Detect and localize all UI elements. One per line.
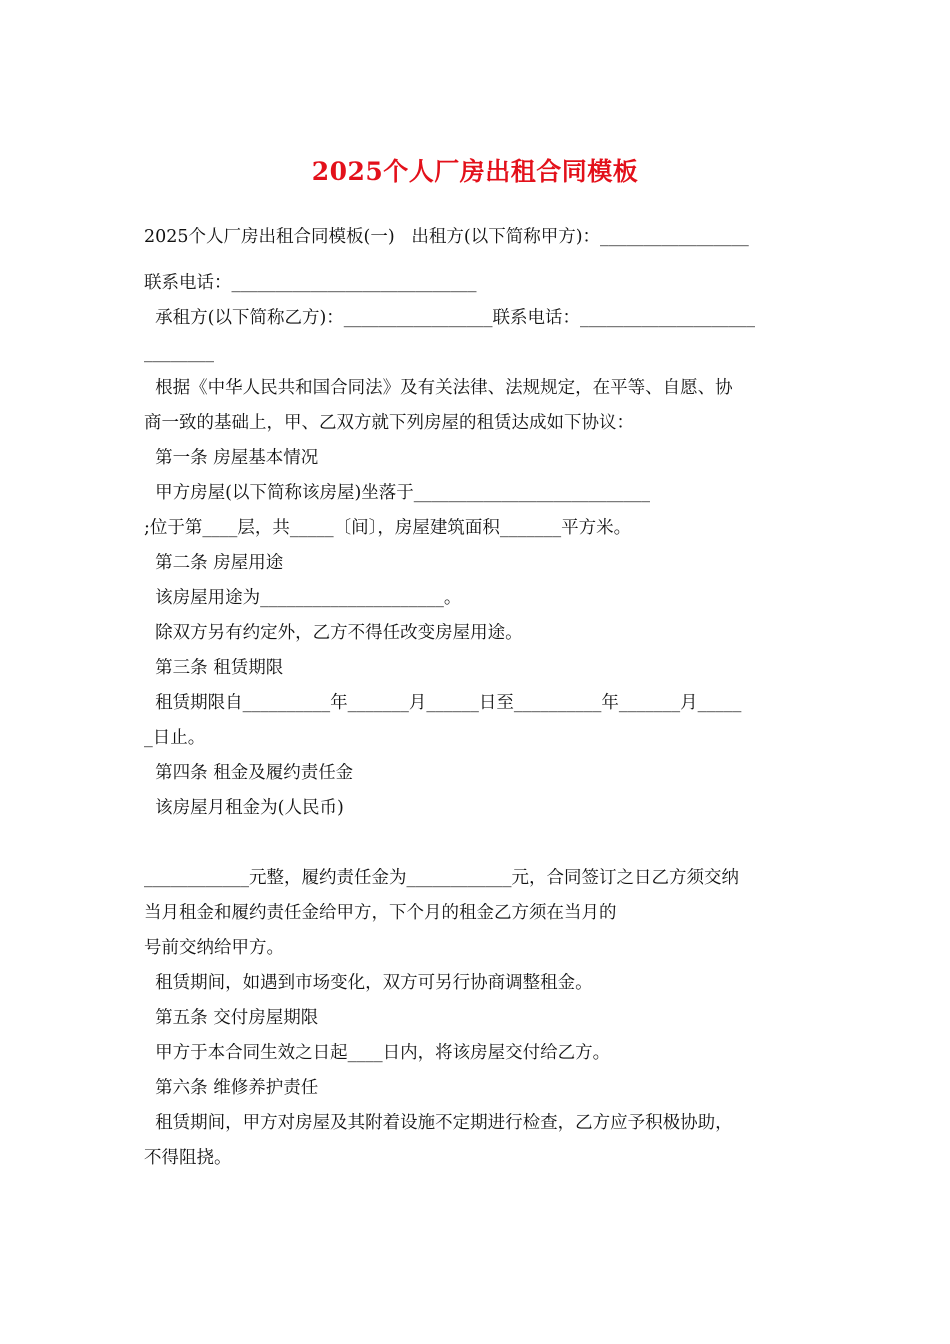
text-line: 甲方于本合同生效之日起____日内，将该房屋交付给乙方。 — [144, 1043, 611, 1063]
text-line: 商一致的基础上，甲、乙双方就下列房屋的租赁达成如下协议： — [144, 413, 634, 433]
text-line: 租赁期间，如遇到市场变化，双方可另行协商调整租金。 — [144, 973, 593, 993]
text-line: 根据《中华人民共和国合同法》及有关法律、法规规定，在平等、自愿、协 — [144, 378, 733, 398]
text-line: 甲方房屋(以下简称该房屋)坐落于___________________________ — [144, 483, 651, 503]
text-line: ________ — [144, 343, 214, 363]
text-line: ____________元整，履约责任金为____________元，合同签订之日乙方须交纳 — [144, 868, 739, 888]
text-line: 不得阻挠。 — [144, 1148, 232, 1168]
text-line: 第五条 交付房屋期限 — [144, 1008, 319, 1028]
text-line: ;位于第____层，共_____〔间〕，房屋建筑面积_______平方米。 — [144, 518, 632, 538]
text-line: 第二条 房屋用途 — [144, 553, 284, 573]
text-line: 除双方另有约定外，乙方不得任改变房屋用途。 — [144, 623, 523, 643]
text-line: _日止。 — [144, 728, 206, 748]
text-line: 当月租金和履约责任金给甲方，下个月的租金乙方须在当月的 — [144, 903, 617, 923]
text-line: 租赁期限自__________年_______月______日至__________年_______月_____ — [144, 693, 742, 713]
text-line: 第一条 房屋基本情况 — [144, 448, 319, 468]
text-line: 2025个人厂房出租合同模板(一) 出租方(以下简称甲方)：_________________ — [144, 227, 749, 247]
document-title: 2025个人厂房出租合同模板 — [311, 157, 639, 186]
text-line: 第六条 维修养护责任 — [144, 1078, 319, 1098]
text-line: 租赁期间，甲方对房屋及其附着设施不定期进行检查，乙方应予积极协助， — [144, 1113, 733, 1133]
text-line: 该房屋月租金为(人民币) — [144, 798, 344, 818]
text-line: 承租方(以下简称乙方)：_________________联系电话：____________________ — [144, 308, 756, 328]
text-line: 第四条 租金及履约责任金 — [144, 763, 354, 783]
text-line: 联系电话：____________________________ — [144, 273, 477, 293]
text-line: 号前交纳给甲方。 — [144, 938, 284, 958]
text-line: 该房屋用途为_____________________。 — [144, 588, 462, 608]
text-line: 第三条 租赁期限 — [144, 658, 284, 678]
